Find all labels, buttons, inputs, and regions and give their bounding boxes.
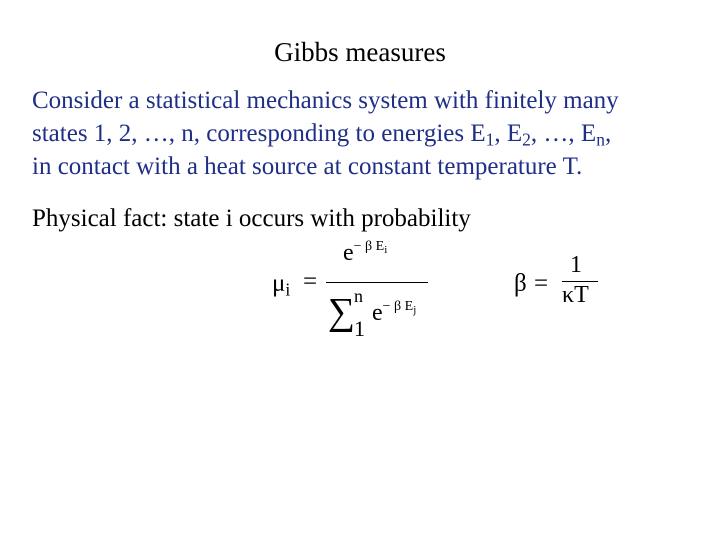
intro-line-2-sep-2: , …, E	[530, 120, 597, 147]
fraction-bar	[326, 282, 428, 283]
sum-symbol: ∑	[328, 291, 356, 333]
physical-fact: Physical fact: state i occurs with probability	[32, 205, 471, 232]
mu-equals: =	[303, 268, 318, 295]
mu-symbol	[272, 270, 290, 298]
beta-equals: =	[534, 270, 549, 297]
numerator-exponent-subscript: i	[384, 244, 388, 256]
denominator-exponent-subscript: j	[413, 304, 417, 316]
beta-denominator: κT	[562, 282, 589, 308]
numerator-exponent	[354, 239, 388, 254]
intro-line-2-end: ,	[604, 120, 612, 147]
intro-line-3: in contact with a heat source at constant temperature T.	[32, 153, 583, 180]
intro-line-2	[32, 117, 702, 150]
beta-numerator: 1	[570, 252, 582, 278]
sum-lower-limit: 1	[354, 316, 365, 341]
intro-line-1: Consider a statistical mechanics system with finitely many	[32, 87, 619, 114]
denominator-exponential	[372, 300, 416, 327]
denominator-exponent-text: − β E	[382, 299, 414, 314]
numerator-exponent-text: − β E	[353, 239, 385, 254]
mu-letter: μ	[272, 270, 286, 297]
denominator-e: e	[372, 300, 383, 326]
numerator-e: e	[343, 240, 354, 266]
intro-paragraph	[32, 84, 702, 183]
intro-line-2-text: states 1, 2, …, n, corresponding to energies E	[32, 120, 486, 147]
beta-symbol: β	[514, 270, 527, 297]
energy-subscript-1: 1	[485, 129, 495, 150]
mu-subscript: i	[285, 279, 291, 300]
intro-line-2-sep-1: , E	[494, 120, 523, 147]
sum-upper-limit: n	[354, 286, 363, 306]
energy-subscript-2: 2	[522, 129, 531, 150]
energy-subscript-n: n	[596, 129, 605, 150]
numerator-exponential	[343, 240, 387, 267]
slide-title: Gibbs measures	[274, 37, 446, 67]
denominator-exponent	[383, 299, 417, 314]
